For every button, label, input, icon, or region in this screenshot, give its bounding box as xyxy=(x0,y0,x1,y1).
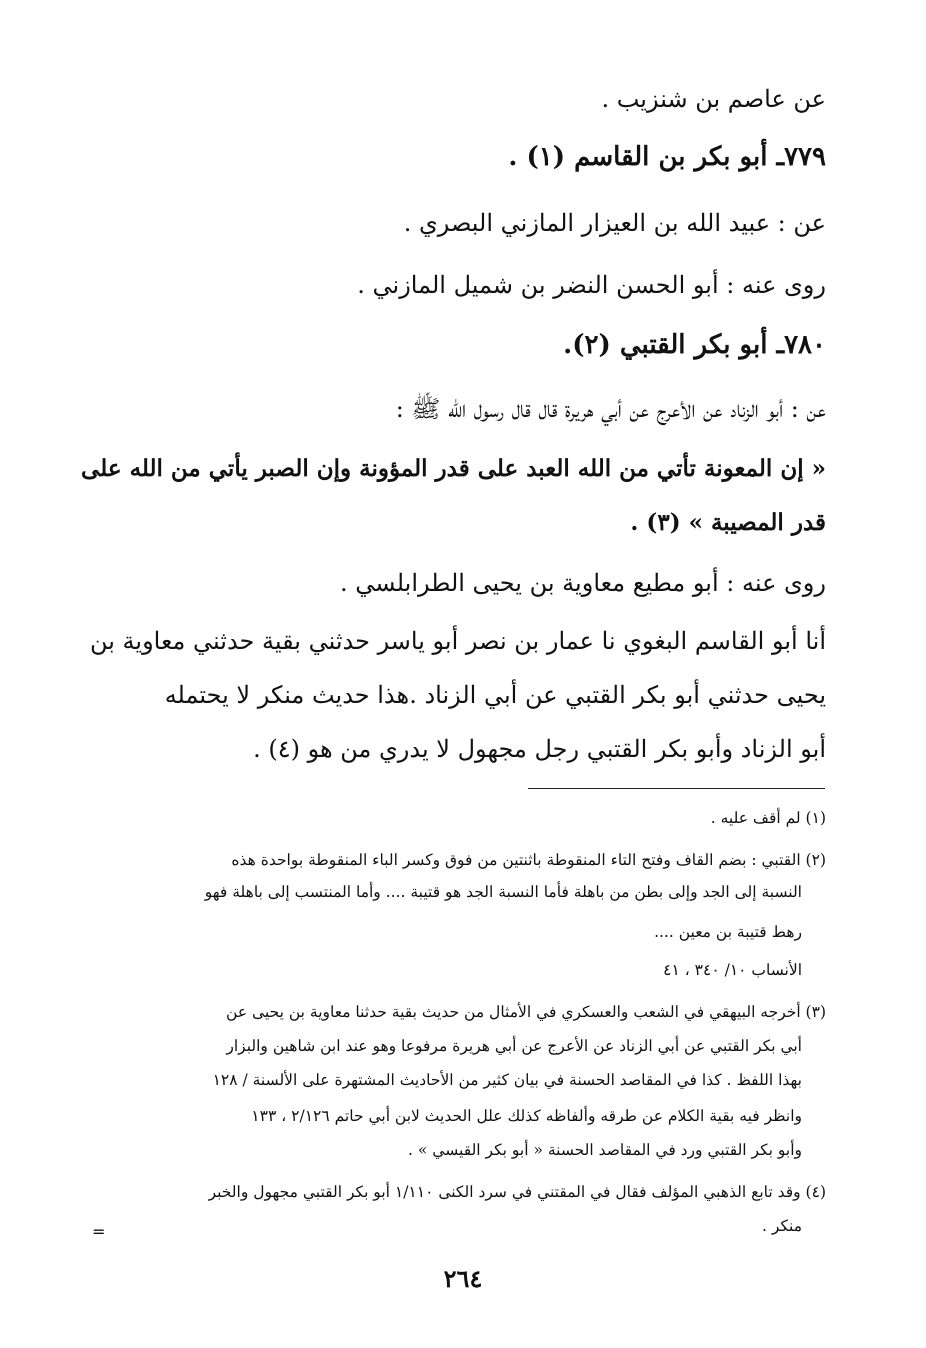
footnote-2-line: الأنساب ١٠/ ٣٤٠ ، ٤١ xyxy=(663,961,802,979)
footnote-3-line: وانظر فيه بقية الكلام عن طرقه وألفاظه كذلك علل الحديث لابن أبي حاتم ٢/١٢٦ ، ١٣٣ xyxy=(251,1107,802,1125)
hadith-line: قدر المصيبة » (٣) . xyxy=(630,509,826,536)
footnote-4-line: منكر . xyxy=(762,1217,802,1235)
footnote-3-line: (٣) أخرجه البيهقي في الشعب والعسكري في الأمثال من حديث بقية حدثنا معاوية بن يحيى عن xyxy=(226,1003,826,1021)
continuation-mark: = xyxy=(92,1222,106,1241)
entry-heading-780: ٧٨٠ـ أبو بكر القتبي (٢). xyxy=(563,330,826,360)
paragraph-line: أبو الزناد وأبو بكر القتبي رجل مجهول لا يدري من هو (٤) . xyxy=(253,735,826,763)
text-line: روى عنه : أبو مطيع معاوية بن يحيى الطرابلسي . xyxy=(340,569,826,597)
footnote-2-line: (٢) القتبي : بضم القاف وفتح التاء المنقوطة باثنتين من فوق وكسر الباء المنقوطة بواحدة هذه xyxy=(231,851,826,869)
text-line: عن : أبو الزناد عن الأعرج عن أبي هريرة قال قال رسول الله ﷺ : xyxy=(395,395,826,423)
paragraph-line: يحيى حدثني أبو بكر القتبي عن أبي الزناد .هذا حديث منكر لا يحتمله xyxy=(164,681,826,709)
footnote-1: (١) لم أقف عليه . xyxy=(710,809,826,827)
footnote-3-line: أبي بكر القتبي عن أبي الزناد عن الأعرج عن أبي هريرة مرفوعا وهو عند ابن شاهين والبزار xyxy=(226,1037,802,1055)
footnote-3-line: بهذا اللفظ . كذا في المقاصد الحسنة في بيان كثير من الأحاديث المشتهرة على الألسنة / ١٢٨ xyxy=(212,1071,802,1089)
entry-heading-779: ٧٧٩ـ أبو بكر بن القاسم (١) . xyxy=(508,142,826,172)
page-number: ٢٦٤ xyxy=(443,1264,483,1293)
text-line: روى عنه : أبو الحسن النضر بن شميل المازني . xyxy=(357,271,826,299)
footnote-3-line: وأبو بكر القتبي ورد في المقاصد الحسنة « أبو بكر القيسي » . xyxy=(408,1141,802,1159)
hadith-line: « إن المعونة تأتي من الله العبد على قدر المؤونة وإن الصبر يأتي من الله على xyxy=(81,455,826,482)
footnote-separator xyxy=(528,788,825,789)
footnote-4-line: (٤) وقد تابع الذهبي المؤلف فقال في المقتني في سرد الكنى ١/١١٠ أبو بكر القتبي مجهول والخبر xyxy=(208,1183,826,1201)
footnote-2-line: رهط قتيبة بن معين .... xyxy=(654,923,802,941)
paragraph-line: أنا أبو القاسم البغوي نا عمار بن نصر أبو ياسر حدثني بقية حدثني معاوية بن xyxy=(89,627,826,655)
text-line: عن : عبيد الله بن العيزار المازني البصري . xyxy=(403,209,826,237)
text-line: عن عاصم بن شنزيب . xyxy=(601,85,826,113)
footnote-2-line: النسبة إلى الجد وإلى بطن من باهلة فأما النسبة الجد هو قتيبة .... وأما المنتسب إلى باهلة فهو xyxy=(204,883,802,901)
